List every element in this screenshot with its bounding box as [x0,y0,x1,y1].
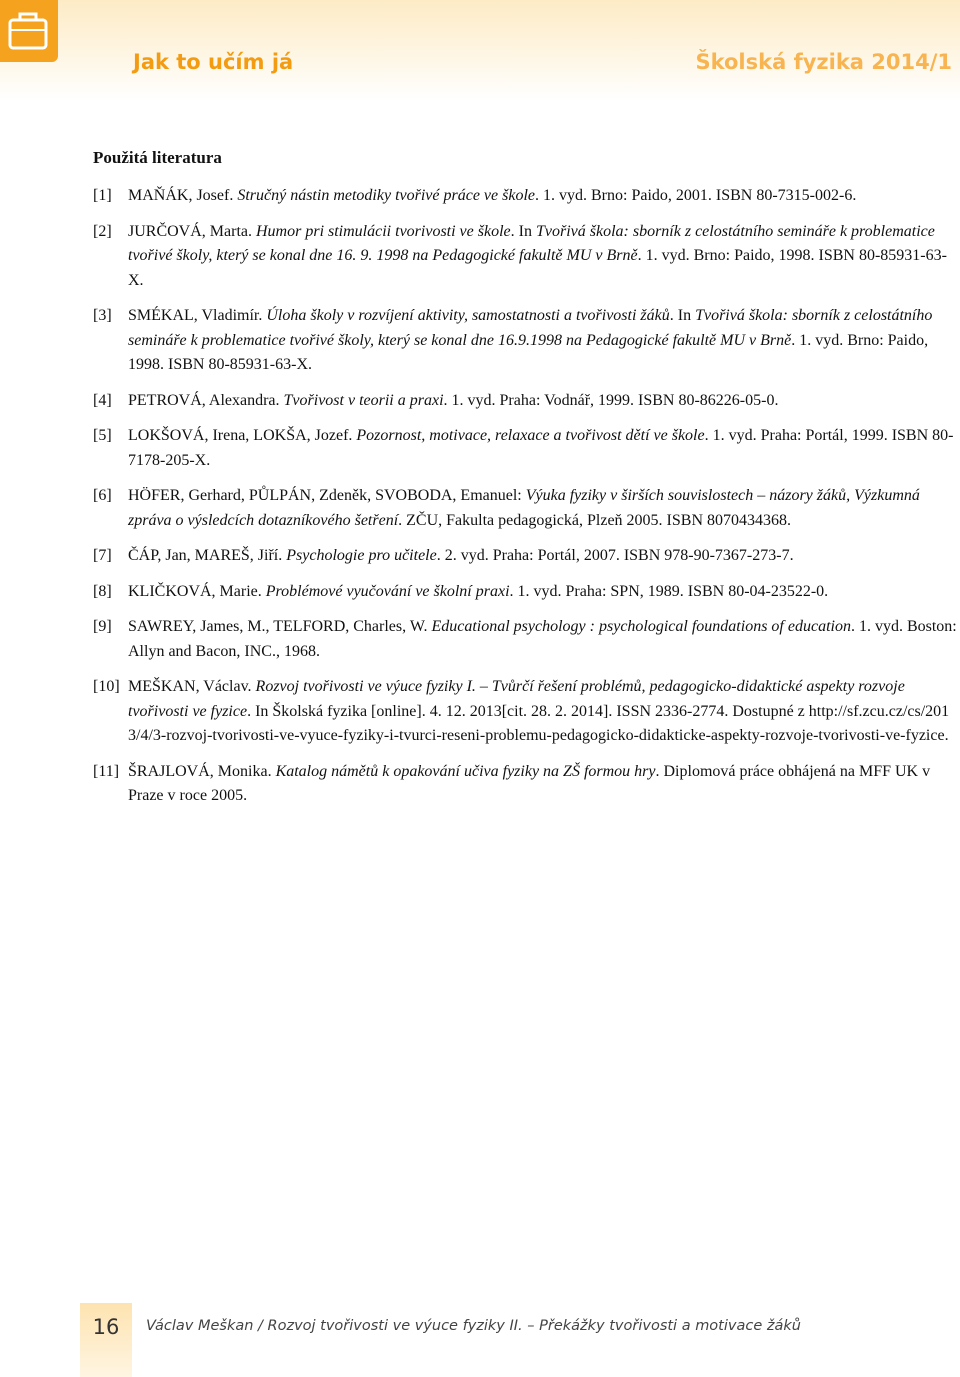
reference-publication: . 1. vyd. Brno: Paido, 1998. ISBN 80-85931-63-X. [128,331,929,373]
school-bag-logo-icon [0,0,58,62]
reference-number: [6] [93,487,112,504]
reference-item [93,675,960,749]
reference-details: . In [510,222,536,240]
reference-title: Educational psychology : psychological foundations of education [431,618,851,635]
reference-title: Psychologie pro učitele [286,547,437,564]
reference-details: . In Školská fyzika [online]. 4. 12. 2013[cit. 28. 2. 2014]. ISSN 2336-2774. Dostupné z http://sf.zcu.cz/cs/2013/4/3-rozvoj-tvorivosti-ve-vyuce-fyziky-i-tvurci-reseni-problemu-pedagogicko-didakticke-aspekty-rozvoje-tvorivosti-ve-fyzice. [128,702,950,744]
reference-number: [4] [93,391,112,409]
references-heading: Použitá literatura [93,148,222,167]
section-header-title: Jak to učím já [133,50,294,74]
reference-author: PETROVÁ, Alexandra. [128,391,284,409]
reference-details: . In [669,307,696,324]
reference-publication: . 1. vyd. Brno: Paido, 1998. ISBN 80-85931-63-X. [128,247,947,289]
reference-number: [5] [93,427,112,444]
reference-number: [10] [93,678,120,695]
reference-title: Výuka fyziky v širších souvislostech – názory žáků, Výzkumná zpráva o výsledcích dotazníkového šetření [128,487,920,529]
reference-title: Tvořivost v teorii a praxi [283,391,444,409]
reference-number: [7] [93,547,112,564]
reference-details: . 1. vyd. Brno: Paido, 2001. ISBN 80-7315-002-6. [535,187,857,204]
reference-title: Úloha školy v rozvíjení aktivity, samostatnosti a tvořivosti žáků [266,307,670,324]
reference-item [93,304,960,378]
reference-details: . 1. vyd. Praha: Portál, 1999. ISBN 80-7178-205-X. [128,427,954,469]
reference-author: MEŠKAN, Václav. [128,678,256,695]
reference-number: [3] [93,307,112,324]
reference-details: . Diplomová práce obhájená na MFF UK v Praze v roce 2005. [128,762,931,804]
reference-title: Problémové vyučování ve školní praxi [265,582,510,600]
reference-author: SAWREY, James, M., TELFORD, Charles, W. [128,618,432,635]
reference-author: LOKŠOVÁ, Irena, LOKŠA, Jozef. [128,427,357,444]
reference-number: [11] [93,762,120,780]
reference-title: Stručný nástin metodiky tvořivé práce ve škole [237,187,535,204]
reference-item [93,184,960,209]
reference-item [93,484,960,533]
reference-item [93,760,960,809]
reference-title: Humor pri stimulácii tvorivosti ve škole [256,222,511,240]
reference-author: ČÁP, Jan, MAREŠ, Jiří. [128,547,287,564]
reference-author: KLIČKOVÁ, Marie. [128,582,266,600]
reference-author: SMÉKAL, Vladimír. [128,307,267,324]
reference-list [93,184,960,809]
reference-author: ŠRAJLOVÁ, Monika. [128,762,276,780]
reference-item [93,220,960,294]
reference-details: . 2. vyd. Praha: Portál, 2007. ISBN 978-90-7367-273-7. [436,547,794,564]
journal-header-title: Školská fyzika 2014/1 [695,50,952,74]
reference-details: . 1. vyd. Praha: Vodnář, 1999. ISBN 80-86226-05-0. [443,391,779,409]
reference-details: . 1. vyd. Praha: SPN, 1989. ISBN 80-04-23522-0. [509,582,829,600]
reference-item [93,580,960,605]
reference-author: HÖFER, Gerhard, PŮLPÁN, Zdeněk, SVOBODA, Emanuel: [128,487,526,504]
reference-author: JURČOVÁ, Marta. [128,222,256,240]
reference-source: Tvořivá škola: sborník z celostátního semináře k problematice tvořivé školy, který se konal dne 16.9.1998 na Pedagogické fakultě MU v Brně [128,307,933,349]
footer-article-info: Václav Meškan / Rozvoj tvořivosti ve výuce fyziky II. – Překážky tvořivosti a motivace žáků [146,1318,801,1334]
school-bag-icon [0,0,58,62]
reference-number: [9] [93,618,112,635]
reference-item [93,544,960,569]
reference-number: [1] [93,187,112,204]
reference-item [93,424,960,473]
reference-number: [2] [93,222,112,240]
page-number: 16 [92,1315,120,1339]
reference-number: [8] [93,582,112,600]
references-section [93,146,960,820]
reference-title: Pozornost, motivace, relaxace a tvořivost dětí ve škole [356,427,705,444]
reference-item [93,615,960,664]
reference-source: Tvořivá škola: sborník z celostátního semináře k problematice tvořivé školy, který se konal dne 16. 9. 1998 na Pedagogické fakultě MU v Brně [128,222,935,264]
reference-item [93,389,960,414]
reference-details: . ZČU, Fakulta pedagogická, Plzeň 2005. ISBN 8070434368. [398,511,791,529]
reference-details: . 1. vyd. Boston: Allyn and Bacon, INC., 1968. [128,618,957,660]
reference-author: MAŇÁK, Josef. [128,187,238,204]
reference-title: Katalog námětů k opakování učiva fyziky na ZŠ formou hry [275,762,656,780]
reference-title: Rozvoj tvořivosti ve výuce fyziky I. – Tvůrčí řešení problémů, pedagogicko-didaktické aspekty rozvoje tvořivosti ve fyzice [128,678,905,720]
